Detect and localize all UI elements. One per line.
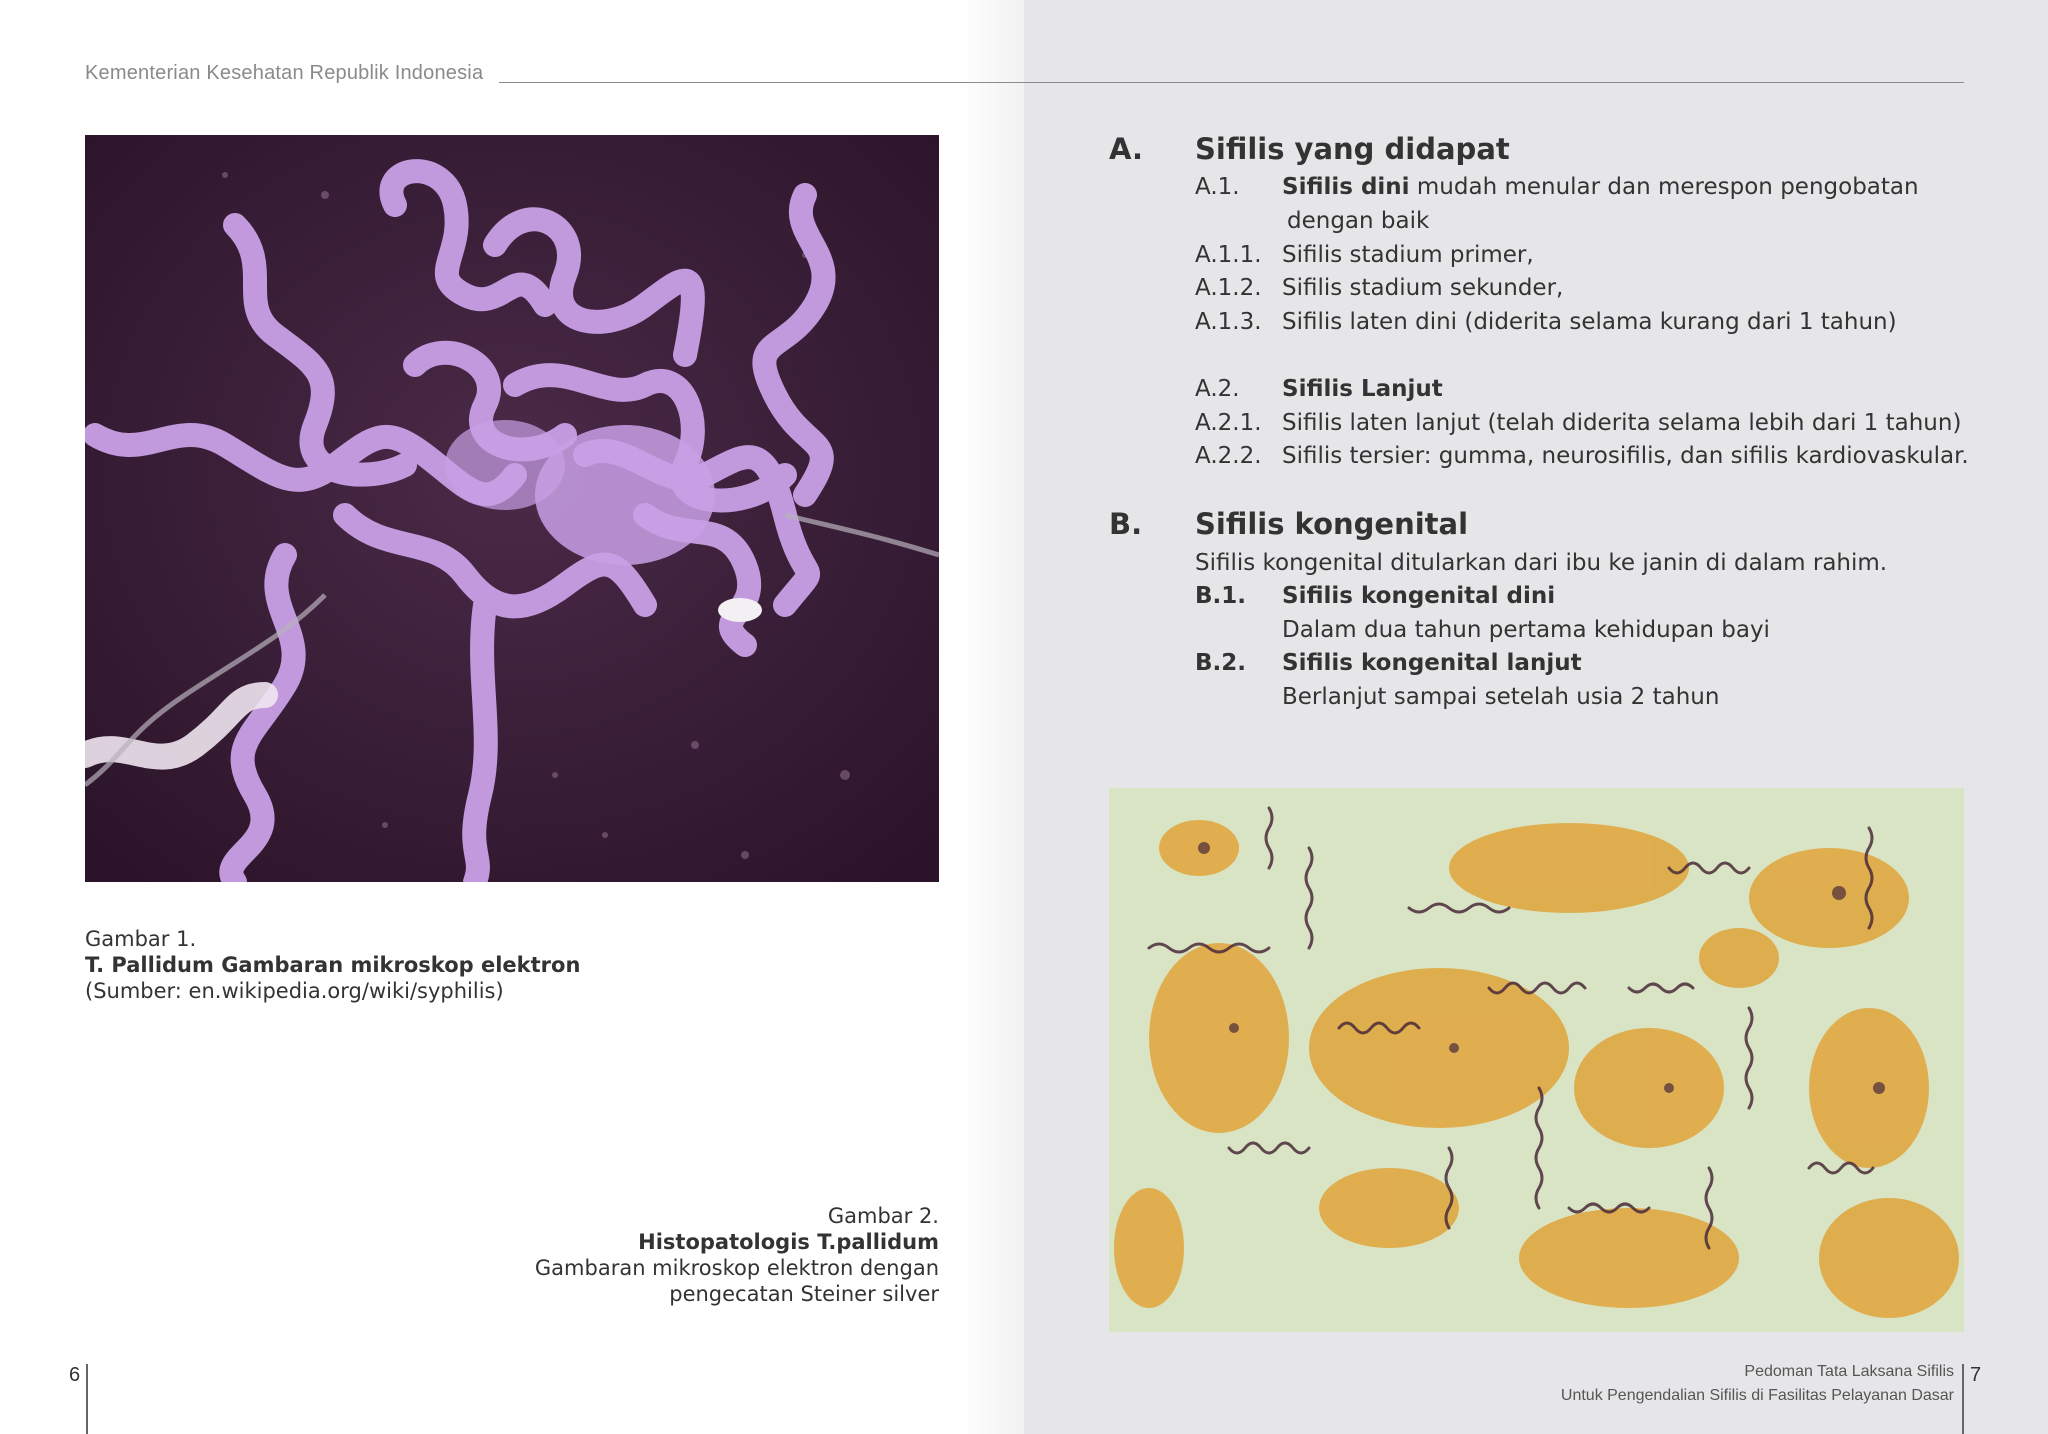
header-rule — [499, 82, 1964, 83]
b2-number: B.2. — [1195, 650, 1247, 676]
a21-number: A.2.1. — [1195, 410, 1262, 436]
footer-line2: Untuk Pengendalian Sifilis di Fasilitas Pelayanan Dasar — [1560, 1387, 1954, 1404]
left-footer-rule — [86, 1364, 88, 1434]
running-footer — [1561, 1360, 1954, 1408]
page-gutter-shade — [960, 0, 1024, 1434]
figure2-title: Histopatologis T.pallidum — [638, 1230, 939, 1254]
a13-text: Sifilis laten dini (diderita selama kurang dari 1 tahun) — [1282, 309, 1897, 335]
a12-number: A.1.2. — [1195, 275, 1262, 301]
a12-text: Sifilis stadium sekunder, — [1282, 275, 1564, 301]
a13-number: A.1.3. — [1195, 309, 1262, 335]
a1-continuation: dengan baik — [1287, 208, 1430, 234]
figure1-source: (Sumber: en.wikipedia.org/wiki/syphilis) — [85, 979, 504, 1003]
a11-text: Sifilis stadium primer, — [1282, 242, 1534, 268]
figure2-line2: pengecatan Steiner silver — [669, 1282, 939, 1306]
left-page-number: 6 — [69, 1364, 81, 1386]
right-footer-rule — [1962, 1364, 1964, 1434]
section-b-letter: B. — [1109, 507, 1143, 541]
section-b-title: Sifilis kongenital — [1195, 507, 1469, 541]
b1-bold: Sifilis kongenital dini — [1282, 583, 1556, 609]
a1-bold: Sifilis dini — [1282, 174, 1410, 200]
figure1-label: Gambar 1. — [85, 927, 197, 951]
figure2-caption — [460, 1203, 939, 1307]
section-a-letter: A. — [1109, 132, 1143, 166]
b1-number: B.1. — [1195, 583, 1247, 609]
right-page-number: 7 — [1970, 1364, 1982, 1386]
figure2-line1: Gambaran mikroskop elektron dengan — [534, 1256, 939, 1280]
a1-number: A.1. — [1195, 174, 1240, 200]
b2-bold: Sifilis kongenital lanjut — [1282, 650, 1582, 676]
figure1-title: T. Pallidum Gambaran mikroskop elektron — [85, 953, 581, 977]
a2-number: A.2. — [1195, 376, 1240, 402]
a22-number: A.2.2. — [1195, 443, 1262, 469]
section-b-intro: Sifilis kongenital ditularkan dari ibu ke janin di dalam rahim. — [1195, 550, 1888, 576]
footer-line1: Pedoman Tata Laksana Sifilis — [1744, 1363, 1954, 1380]
running-header: Kementerian Kesehatan Republik Indonesia — [85, 62, 484, 84]
a1-text: mudah menular dan merespon pengobatan — [1409, 174, 1919, 200]
figure2-image — [1109, 788, 1964, 1332]
a21-text: Sifilis laten lanjut (telah diderita selama lebih dari 1 tahun) — [1282, 410, 1962, 436]
b2-text: Berlanjut sampai setelah usia 2 tahun — [1282, 684, 1720, 710]
section-a-title: Sifilis yang didapat — [1195, 132, 1510, 166]
a11-number: A.1.1. — [1195, 242, 1262, 268]
a2-bold: Sifilis Lanjut — [1282, 376, 1443, 402]
b1-text: Dalam dua tahun pertama kehidupan bayi — [1282, 617, 1770, 643]
figure2-label: Gambar 2. — [827, 1204, 939, 1228]
a22-text: Sifilis tersier: gumma, neurosifilis, dan sifilis kardiovaskular. — [1282, 443, 1969, 469]
figure1-image — [85, 135, 939, 882]
figure1-caption — [85, 926, 645, 1004]
